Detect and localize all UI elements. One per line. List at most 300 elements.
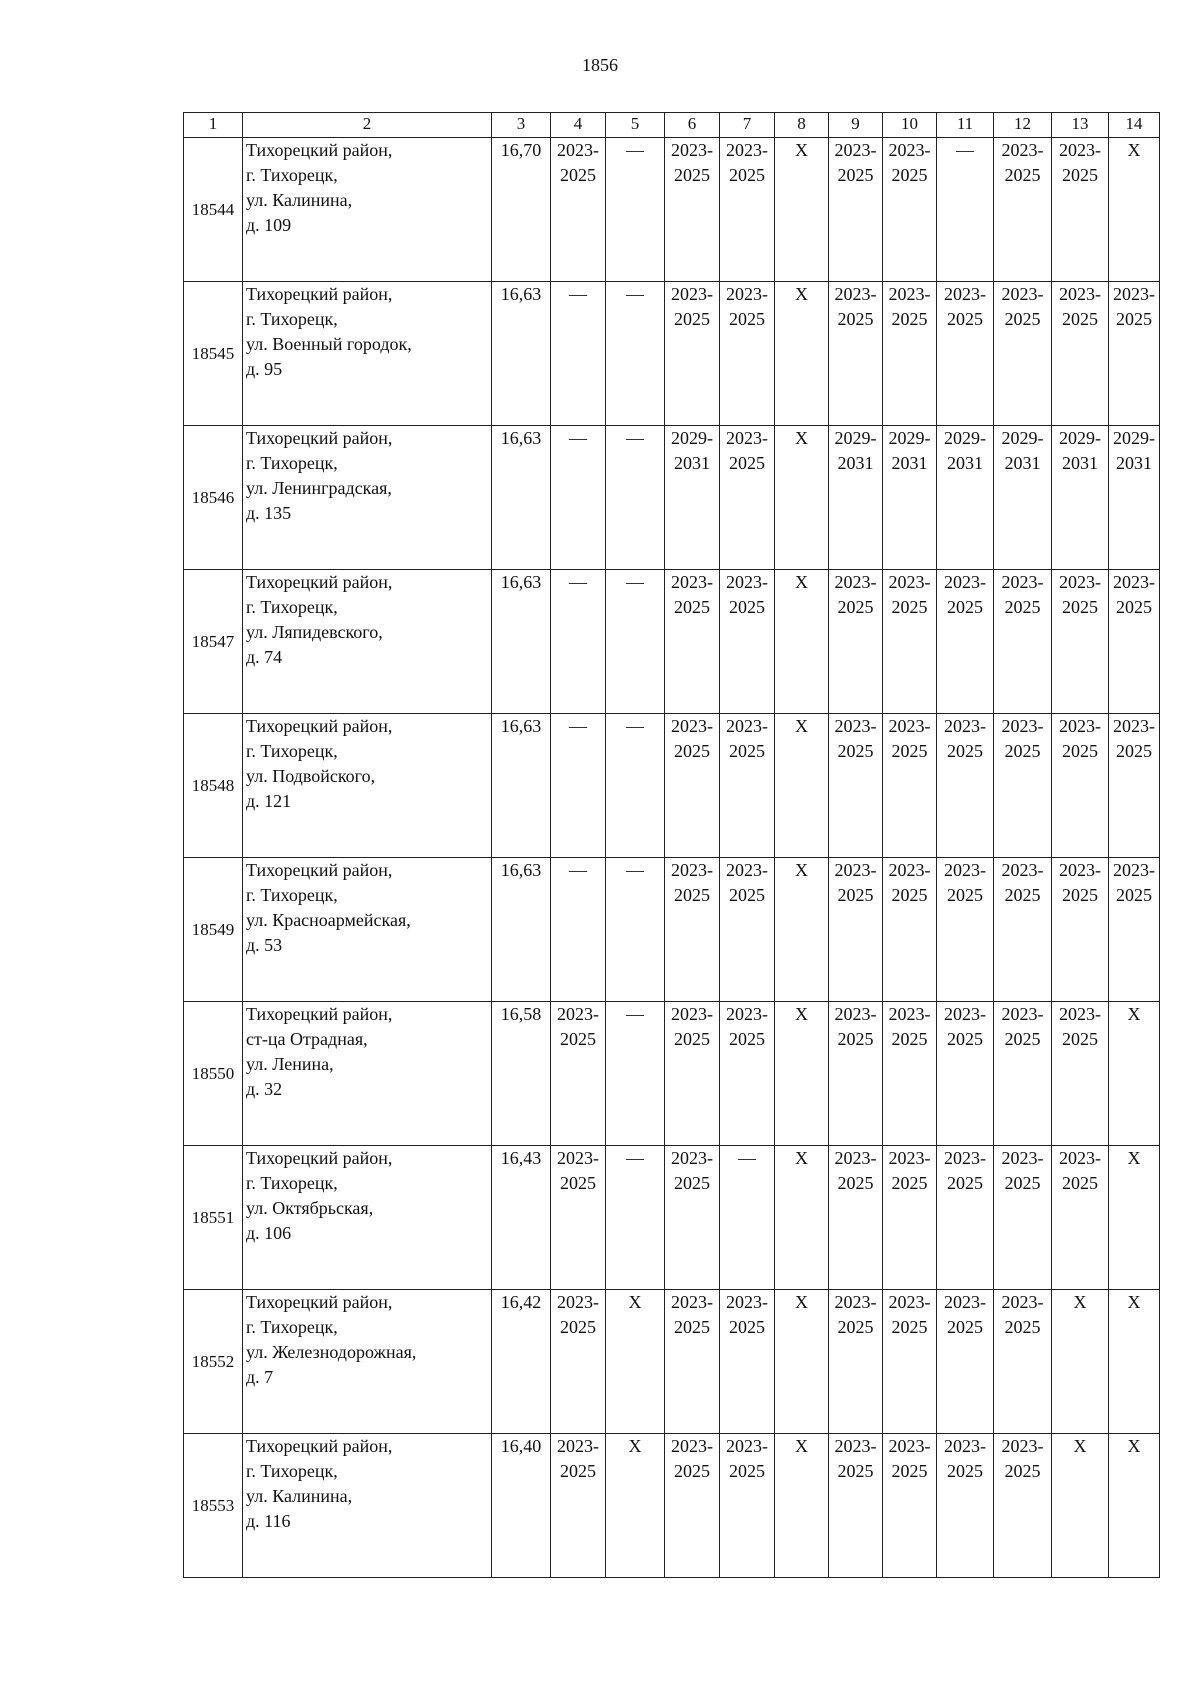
period-cell xyxy=(720,570,775,714)
column-header: 8 xyxy=(775,113,829,138)
period-cell xyxy=(1109,138,1160,282)
period-value: Х xyxy=(1073,1292,1087,1312)
period-cell xyxy=(937,282,994,426)
period-value: 2023- 2025 xyxy=(888,716,931,761)
period-cell xyxy=(720,282,775,426)
period-cell xyxy=(1052,282,1109,426)
period-cell xyxy=(665,426,720,570)
row-id: 18544 xyxy=(184,138,243,282)
rate-cell: 16,63 xyxy=(492,714,551,858)
period-value: 2023- 2025 xyxy=(1059,572,1101,617)
address-line: ст-ца Отрадная, xyxy=(246,1029,368,1049)
period-cell xyxy=(994,138,1052,282)
address-cell xyxy=(243,858,492,1002)
period-cell xyxy=(665,1146,720,1290)
address-line: ул. Ляпидевского, xyxy=(246,622,383,642)
period-value: — xyxy=(626,716,644,736)
row-id: 18547 xyxy=(184,570,243,714)
period-value: 2023- 2025 xyxy=(671,1436,713,1481)
period-value: 2023- 2025 xyxy=(834,1292,877,1337)
period-cell xyxy=(551,1290,606,1434)
period-cell xyxy=(665,1002,720,1146)
column-header: 7 xyxy=(720,113,775,138)
period-value: 2023- 2025 xyxy=(888,1148,931,1193)
period-value: 2023- 2025 xyxy=(1001,140,1044,185)
period-cell xyxy=(720,858,775,1002)
period-value: — xyxy=(626,140,644,160)
address-line: ул. Военный городок, xyxy=(246,334,412,354)
period-value: 2023- 2025 xyxy=(888,1436,931,1481)
period-cell xyxy=(829,426,883,570)
period-value: 2023- 2025 xyxy=(944,1292,986,1337)
period-cell xyxy=(1052,138,1109,282)
period-value: Х xyxy=(795,284,808,304)
rate-cell: 16,58 xyxy=(492,1002,551,1146)
period-value: 2023- 2025 xyxy=(1001,1292,1044,1337)
period-value: 2023- 2025 xyxy=(944,860,986,905)
period-cell xyxy=(994,1146,1052,1290)
address-line: ул. Подвойского, xyxy=(246,766,376,786)
period-cell xyxy=(775,1146,829,1290)
column-header: 10 xyxy=(883,113,937,138)
row-id: 18549 xyxy=(184,858,243,1002)
address-cell xyxy=(243,1146,492,1290)
table-row xyxy=(184,1002,1160,1146)
column-header: 9 xyxy=(829,113,883,138)
period-value: 2023- 2025 xyxy=(557,1436,599,1481)
period-cell xyxy=(937,426,994,570)
period-cell xyxy=(551,570,606,714)
column-header: 4 xyxy=(551,113,606,138)
period-value: Х xyxy=(795,572,808,592)
period-cell xyxy=(1109,570,1160,714)
period-value: 2023- 2025 xyxy=(1001,1436,1044,1481)
period-value: 2023- 2025 xyxy=(1001,716,1044,761)
period-value: 2023- 2025 xyxy=(1059,716,1101,761)
period-value: 2029- 2031 xyxy=(671,428,713,473)
rate-cell: 16,42 xyxy=(492,1290,551,1434)
address-line: ул. Октябрьская, xyxy=(246,1198,374,1218)
rate-cell: 16,63 xyxy=(492,858,551,1002)
address-line: г. Тихорецк, xyxy=(246,165,338,185)
period-cell xyxy=(606,570,665,714)
period-cell xyxy=(665,1290,720,1434)
period-value: 2023- 2025 xyxy=(1113,284,1155,329)
address-line: Тихорецкий район, xyxy=(246,140,393,160)
row-id: 18552 xyxy=(184,1290,243,1434)
address-cell xyxy=(243,282,492,426)
period-cell xyxy=(775,1434,829,1578)
period-value: Х xyxy=(795,428,808,448)
period-cell xyxy=(1109,1434,1160,1578)
period-value: 2023- 2025 xyxy=(671,716,713,761)
column-header: 2 xyxy=(243,113,492,138)
period-value: 2023- 2025 xyxy=(1113,860,1155,905)
period-value: Х xyxy=(795,860,808,880)
period-value: 2023- 2025 xyxy=(671,1004,713,1049)
period-value: 2029- 2031 xyxy=(1059,428,1101,473)
period-value: Х xyxy=(795,1148,808,1168)
period-value: 2023- 2025 xyxy=(671,860,713,905)
period-cell xyxy=(1052,1146,1109,1290)
period-cell xyxy=(994,282,1052,426)
period-cell xyxy=(829,1146,883,1290)
period-cell xyxy=(883,426,937,570)
period-value: Х xyxy=(795,1292,808,1312)
period-cell xyxy=(775,282,829,426)
period-cell xyxy=(665,1434,720,1578)
period-cell xyxy=(829,1002,883,1146)
period-value: 2029- 2031 xyxy=(944,428,986,473)
period-cell xyxy=(937,858,994,1002)
period-value: Х xyxy=(1127,1292,1141,1312)
address-line: д. 116 xyxy=(246,1511,291,1531)
period-cell xyxy=(665,714,720,858)
page-number: 1856 xyxy=(582,55,618,75)
period-cell xyxy=(551,138,606,282)
period-cell xyxy=(665,138,720,282)
address-line: ул. Ленинградская, xyxy=(246,478,392,498)
period-cell xyxy=(1052,1290,1109,1434)
period-cell xyxy=(606,282,665,426)
period-cell xyxy=(775,1002,829,1146)
period-cell xyxy=(775,138,829,282)
rate-cell: 16,63 xyxy=(492,426,551,570)
period-cell xyxy=(551,858,606,1002)
period-value: 2023- 2025 xyxy=(671,572,713,617)
period-cell xyxy=(1052,570,1109,714)
period-cell xyxy=(775,1290,829,1434)
row-id: 18548 xyxy=(184,714,243,858)
period-value: 2023- 2025 xyxy=(1001,1148,1044,1193)
period-cell xyxy=(1052,858,1109,1002)
period-cell xyxy=(720,1290,775,1434)
period-value: — xyxy=(956,140,974,160)
rate-cell: 16,43 xyxy=(492,1146,551,1290)
period-value: — xyxy=(569,716,587,736)
rate-cell: 16,63 xyxy=(492,570,551,714)
address-line: г. Тихорецк, xyxy=(246,597,338,617)
period-value: — xyxy=(626,860,644,880)
period-value: 2023- 2025 xyxy=(1001,860,1044,905)
column-header: 13 xyxy=(1052,113,1109,138)
address-line: Тихорецкий район, xyxy=(246,1004,393,1024)
period-cell xyxy=(994,1002,1052,1146)
address-line: д. 106 xyxy=(246,1223,292,1243)
housing-register-table xyxy=(183,112,1160,1578)
period-cell xyxy=(1052,426,1109,570)
period-cell xyxy=(829,858,883,1002)
period-cell xyxy=(606,1290,665,1434)
period-cell xyxy=(606,138,665,282)
address-line: Тихорецкий район, xyxy=(246,1292,393,1312)
period-cell xyxy=(829,138,883,282)
period-cell xyxy=(775,570,829,714)
table-body xyxy=(184,138,1160,1578)
period-cell xyxy=(937,1434,994,1578)
address-cell xyxy=(243,1290,492,1434)
address-line: Тихорецкий район, xyxy=(246,716,393,736)
period-value: 2023- 2025 xyxy=(671,284,713,329)
period-value: 2023- 2025 xyxy=(1059,284,1101,329)
period-cell xyxy=(720,138,775,282)
period-value: 2023- 2025 xyxy=(834,1436,877,1481)
period-value: 2023- 2025 xyxy=(557,1292,599,1337)
period-value: — xyxy=(626,572,644,592)
table-row xyxy=(184,426,1160,570)
table-row xyxy=(184,1146,1160,1290)
address-line: д. 135 xyxy=(246,503,292,523)
address-cell xyxy=(243,1002,492,1146)
address-line: Тихорецкий район, xyxy=(246,428,393,448)
table-row xyxy=(184,1434,1160,1578)
row-id: 18551 xyxy=(184,1146,243,1290)
period-value: 2029- 2031 xyxy=(888,428,931,473)
period-value: 2023- 2025 xyxy=(1059,1148,1101,1193)
period-value: Х xyxy=(1127,1436,1141,1456)
address-line: г. Тихорецк, xyxy=(246,1461,338,1481)
period-value: — xyxy=(569,860,587,880)
period-value: 2023- 2025 xyxy=(944,572,986,617)
address-cell xyxy=(243,714,492,858)
period-cell xyxy=(1052,714,1109,858)
address-line: Тихорецкий район, xyxy=(246,1148,393,1168)
period-value: 2029- 2031 xyxy=(1113,428,1155,473)
period-value: 2023- 2025 xyxy=(944,1436,986,1481)
period-cell xyxy=(883,858,937,1002)
period-value: 2023- 2025 xyxy=(834,572,877,617)
period-cell xyxy=(551,426,606,570)
period-cell xyxy=(994,426,1052,570)
period-cell xyxy=(937,1290,994,1434)
period-cell xyxy=(606,858,665,1002)
rate-cell: 16,40 xyxy=(492,1434,551,1578)
column-header: 6 xyxy=(665,113,720,138)
period-cell xyxy=(551,282,606,426)
period-cell xyxy=(829,1290,883,1434)
period-value: — xyxy=(569,428,587,448)
period-value: 2023- 2025 xyxy=(834,140,877,185)
period-value: Х xyxy=(1073,1436,1087,1456)
period-cell xyxy=(829,1434,883,1578)
address-line: г. Тихорецк, xyxy=(246,885,338,905)
period-cell xyxy=(883,1146,937,1290)
address-line: Тихорецкий район, xyxy=(246,572,393,592)
address-line: д. 109 xyxy=(246,215,292,235)
period-value: 2023- 2025 xyxy=(888,860,931,905)
period-cell xyxy=(551,1434,606,1578)
period-value: 2023- 2025 xyxy=(726,284,768,329)
address-cell xyxy=(243,138,492,282)
period-cell xyxy=(937,570,994,714)
period-cell xyxy=(720,1434,775,1578)
address-line: ул. Железнодорожная, xyxy=(246,1342,417,1362)
period-value: 2029- 2031 xyxy=(834,428,877,473)
period-value: — xyxy=(626,428,644,448)
period-value: 2023- 2025 xyxy=(726,572,768,617)
period-value: 2023- 2025 xyxy=(944,1148,986,1193)
row-id: 18546 xyxy=(184,426,243,570)
period-value: 2023- 2025 xyxy=(834,1004,877,1049)
period-value: 2023- 2025 xyxy=(557,1004,599,1049)
period-value: 2023- 2025 xyxy=(944,284,986,329)
period-cell xyxy=(883,570,937,714)
row-id: 18550 xyxy=(184,1002,243,1146)
period-value: 2023- 2025 xyxy=(834,1148,877,1193)
address-line: ул. Калинина, xyxy=(246,190,353,210)
address-cell xyxy=(243,570,492,714)
period-cell xyxy=(1109,282,1160,426)
period-value: Х xyxy=(1127,1148,1141,1168)
address-line: г. Тихорецк, xyxy=(246,309,338,329)
address-line: д. 53 xyxy=(246,935,283,955)
period-value: 2023- 2025 xyxy=(671,140,713,185)
period-cell xyxy=(551,714,606,858)
address-line: г. Тихорецк, xyxy=(246,453,338,473)
period-cell xyxy=(883,282,937,426)
period-value: 2023- 2025 xyxy=(834,716,877,761)
table-row xyxy=(184,138,1160,282)
address-line: Тихорецкий район, xyxy=(246,1436,393,1456)
address-line: д. 74 xyxy=(246,647,283,667)
column-header: 5 xyxy=(606,113,665,138)
address-line: д. 121 xyxy=(246,791,292,811)
period-cell xyxy=(883,138,937,282)
period-cell xyxy=(720,1146,775,1290)
period-value: Х xyxy=(795,1004,808,1024)
address-line: ул. Красноармейская, xyxy=(246,910,411,930)
column-header: 12 xyxy=(994,113,1052,138)
period-value: 2023- 2025 xyxy=(671,1292,713,1337)
period-cell xyxy=(551,1146,606,1290)
column-header: 1 xyxy=(184,113,243,138)
period-cell xyxy=(829,570,883,714)
period-value: 2023- 2025 xyxy=(944,716,986,761)
period-value: — xyxy=(626,1004,644,1024)
address-line: г. Тихорецк, xyxy=(246,741,338,761)
period-cell xyxy=(606,714,665,858)
period-value: 2023- 2025 xyxy=(888,572,931,617)
period-value: 2023- 2025 xyxy=(726,716,768,761)
period-value: 2023- 2025 xyxy=(888,140,931,185)
period-cell xyxy=(937,1146,994,1290)
period-value: Х xyxy=(795,1436,808,1456)
period-value: 2023- 2025 xyxy=(557,140,599,185)
period-cell xyxy=(994,1290,1052,1434)
period-value: 2023- 2025 xyxy=(888,284,931,329)
period-value: Х xyxy=(795,140,808,160)
period-cell xyxy=(1052,1434,1109,1578)
column-header: 11 xyxy=(937,113,994,138)
address-line: ул. Ленина, xyxy=(246,1054,334,1074)
period-value: Х xyxy=(1127,140,1141,160)
period-cell xyxy=(606,1434,665,1578)
period-cell xyxy=(665,570,720,714)
period-cell xyxy=(829,714,883,858)
period-cell xyxy=(994,858,1052,1002)
period-value: Х xyxy=(628,1436,642,1456)
period-cell xyxy=(994,714,1052,858)
period-value: 2023- 2025 xyxy=(726,428,768,473)
period-value: 2023- 2025 xyxy=(834,860,877,905)
period-value: 2023- 2025 xyxy=(726,1292,768,1337)
period-value: 2023- 2025 xyxy=(834,284,877,329)
rate-cell: 16,70 xyxy=(492,138,551,282)
address-line: г. Тихорецк, xyxy=(246,1317,338,1337)
period-value: — xyxy=(569,572,587,592)
period-cell xyxy=(1052,1002,1109,1146)
period-cell xyxy=(1109,858,1160,1002)
period-value: 2023- 2025 xyxy=(1059,1004,1101,1049)
address-cell xyxy=(243,426,492,570)
period-cell xyxy=(1109,1290,1160,1434)
period-value: 2023- 2025 xyxy=(726,140,768,185)
period-cell xyxy=(937,138,994,282)
period-cell xyxy=(606,426,665,570)
period-value: — xyxy=(626,284,644,304)
period-cell xyxy=(994,1434,1052,1578)
period-cell xyxy=(1109,714,1160,858)
period-cell xyxy=(1109,426,1160,570)
table-row xyxy=(184,1290,1160,1434)
table-row xyxy=(184,570,1160,714)
period-value: 2023- 2025 xyxy=(1113,716,1155,761)
period-cell xyxy=(775,714,829,858)
period-cell xyxy=(775,858,829,1002)
period-value: 2023- 2025 xyxy=(888,1292,931,1337)
period-value: 2023- 2025 xyxy=(888,1004,931,1049)
period-value: Х xyxy=(628,1292,642,1312)
column-number-row xyxy=(184,113,1160,138)
period-value: 2023- 2025 xyxy=(726,1436,768,1481)
address-line: Тихорецкий район, xyxy=(246,284,393,304)
period-cell xyxy=(606,1002,665,1146)
period-cell xyxy=(551,1002,606,1146)
period-value: 2023- 2025 xyxy=(557,1148,599,1193)
period-value: 2023- 2025 xyxy=(1001,572,1044,617)
period-cell xyxy=(1109,1002,1160,1146)
address-line: г. Тихорецк, xyxy=(246,1173,338,1193)
row-id: 18545 xyxy=(184,282,243,426)
period-cell xyxy=(883,1290,937,1434)
period-cell xyxy=(937,1002,994,1146)
period-value: 2029- 2031 xyxy=(1001,428,1044,473)
period-value: 2023- 2025 xyxy=(726,860,768,905)
period-value: 2023- 2025 xyxy=(944,1004,986,1049)
period-value: — xyxy=(738,1148,756,1168)
period-cell xyxy=(720,714,775,858)
table-row xyxy=(184,714,1160,858)
address-line: Тихорецкий район, xyxy=(246,860,393,880)
period-cell xyxy=(883,1434,937,1578)
period-value: 2023- 2025 xyxy=(671,1148,713,1193)
period-cell xyxy=(883,714,937,858)
period-value: 2023- 2025 xyxy=(1001,284,1044,329)
period-cell xyxy=(775,426,829,570)
period-cell xyxy=(937,714,994,858)
address-line: ул. Калинина, xyxy=(246,1486,353,1506)
period-value: Х xyxy=(795,716,808,736)
address-line: д. 7 xyxy=(246,1367,274,1387)
period-cell xyxy=(1109,1146,1160,1290)
address-line: д. 32 xyxy=(246,1079,283,1099)
period-cell xyxy=(883,1002,937,1146)
period-cell xyxy=(720,1002,775,1146)
period-value: 2023- 2025 xyxy=(1113,572,1155,617)
period-cell xyxy=(829,282,883,426)
period-value: 2023- 2025 xyxy=(1059,860,1101,905)
rate-cell: 16,63 xyxy=(492,282,551,426)
